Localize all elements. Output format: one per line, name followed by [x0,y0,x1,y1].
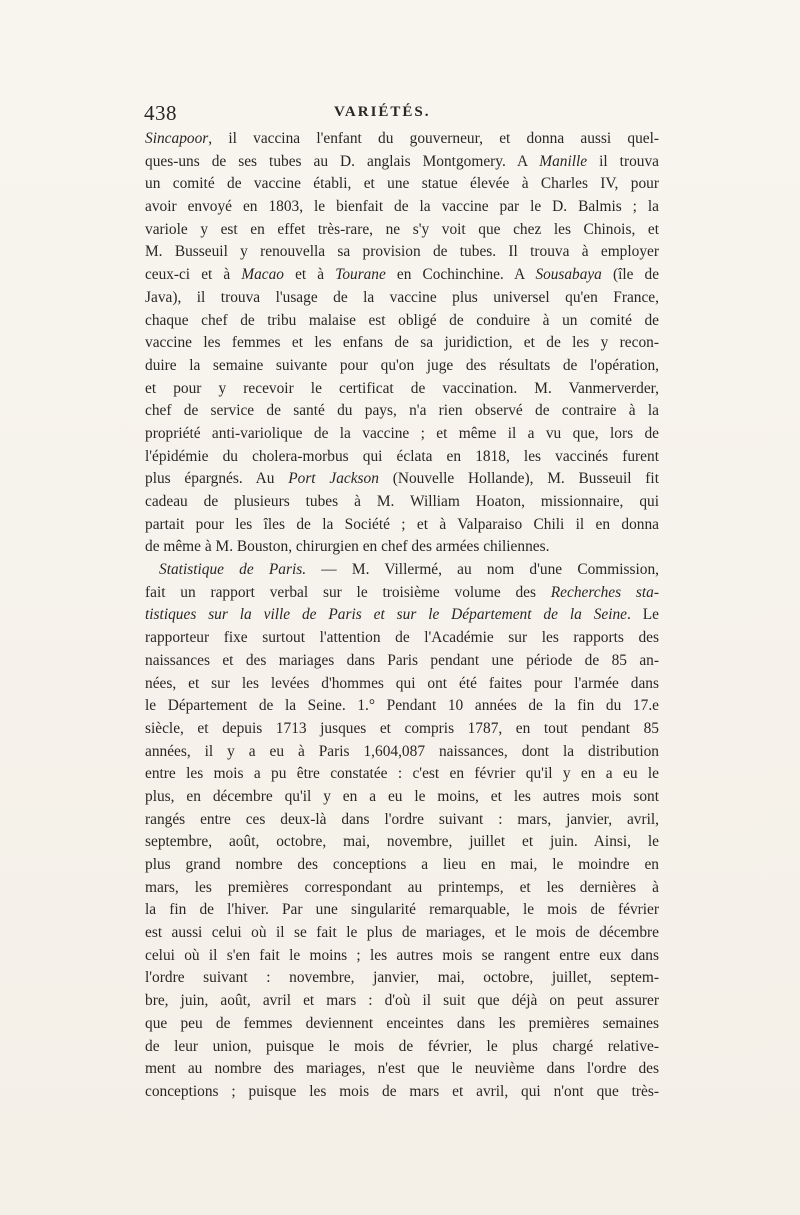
text-line [145,446,659,469]
text-segment: et pour y recevoir le certificat de vaccination. M. Vanmerverder, [145,379,659,397]
text-line [145,219,659,242]
text-line [145,695,659,718]
italic-text: Statistique de Paris. [159,561,307,579]
text-line [145,559,659,582]
text-segment: plus, en décembre qu'il y en a eu le moins, et les autres mois sont [145,787,659,805]
text-line [145,264,659,287]
text-segment: vaccine les femmes et les enfans de sa juridiction, et de les y recon- [145,334,659,352]
text-segment: années, il y a eu à Paris 1,604,087 naissances, dont la distribution [145,742,659,760]
text-segment: M. Busseuil y renouvella sa provision de tubes. Il trouva à employer [145,243,659,261]
italic-text: Macao [241,266,284,284]
text-segment: la fin de l'hiver. Par une singularité remarquable, le mois de février [145,901,659,919]
italic-text: Sincapoor [145,130,209,147]
text-segment: (île de [601,266,659,284]
text-segment: , il vaccina l'enfant du gouverneur, et donna aussi quel- [208,130,659,147]
text-line [145,809,659,832]
text-segment: nées, et sur les levées d'hommes qui ont été faites pour l'armée dans [145,674,659,692]
text-line [145,673,659,696]
text-line [145,151,659,174]
text-segment: ques-uns de ses tubes au D. anglais Montgomery. A [145,152,540,170]
text-line [145,1013,659,1036]
italic-text: Port Jackson [288,470,379,488]
text-line [145,604,659,627]
text-segment: (Nouvelle Hollande), M. Busseuil fit [378,470,659,488]
body-text [145,128,659,1104]
italic-text: Recherches sta- [550,583,659,601]
text-segment: rapporteur fixe surtout l'attention de l'Académie sur les rapports des [145,629,659,647]
text-line [145,582,659,605]
text-segment: siècle, et depuis 1713 jusques et compris 1787, en tout pendant 85 [145,719,659,737]
text-segment: de même à M. Bouston, chirurgien en chef des armées chiliennes. [145,538,550,556]
text-segment: propriété anti-variolique de la vaccine ; et même il a vu que, lors de [145,424,659,442]
text-segment: l'épidémie du cholera-morbus qui éclata en 1818, les vaccinés furent [145,447,659,465]
text-line [145,536,659,559]
text-line [145,786,659,809]
text-segment: chef de service de santé du pays, n'a rien observé de contraire à la [145,402,659,420]
text-line [145,355,659,378]
text-line [145,310,659,333]
text-segment: que peu de femmes deviennent enceintes dans les premières semaines [145,1014,659,1032]
text-line [145,922,659,945]
text-segment: — M. Villermé, au nom d'une Commission, [306,561,659,579]
text-line [145,423,659,446]
text-segment: variole y est en effet très-rare, ne s'y voit que chez les Chinois, et [145,220,659,238]
text-segment: duire la semaine suivante pour qu'on juge des résultats de l'opération, [145,356,659,374]
text-segment: entre les mois a pu être constatée : c'est en février qu'il y en a eu le [145,765,659,783]
text-segment: ceux-ci et à [145,266,242,284]
text-line [145,990,659,1013]
text-line [145,400,659,423]
running-head: VARIÉTÉS. [334,104,431,120]
text-line [145,491,659,514]
text-line [145,241,659,264]
text-line [145,831,659,854]
text-line [145,468,659,491]
text-segment: avoir envoyé en 1803, le bienfait de la vaccine par le D. Balmis ; la [145,198,659,216]
text-line [145,332,659,355]
text-segment: de leur union, puisque le mois de février, le plus chargé relative- [145,1037,659,1055]
text-segment: bre, juin, août, avril et mars : d'où il suit que déjà on peut assurer [145,992,659,1010]
text-line [145,741,659,764]
text-line [145,854,659,877]
text-segment: naissances et des mariages dans Paris pendant une période de 85 an- [145,651,659,669]
text-line [145,1081,659,1104]
text-line [145,514,659,537]
italic-text: Sousabaya [535,266,602,284]
text-segment: et à [283,266,336,284]
text-segment: est aussi celui où il se fait le plus de mariages, et le mois de décembre [145,924,659,942]
text-segment: un comité de vaccine établi, et une statue élevée à Charles IV, pour [145,175,659,193]
text-segment: l'ordre suivant : novembre, janvier, mai, octobre, juillet, septem- [145,969,659,987]
text-line [145,1058,659,1081]
italic-text: Manille [539,152,588,170]
text-line [145,877,659,900]
text-segment: plus épargnés. Au [145,470,289,488]
text-line [145,128,659,151]
text-segment: rangés entre ces deux-là dans l'ordre suivant : mars, janvier, avril, [145,810,659,828]
text-line [145,650,659,673]
text-segment: celui où il s'en fait le moins ; les autres mois se rangent entre eux dans [145,946,659,964]
text-line [145,718,659,741]
text-segment: chaque chef de tribu malaise est obligé de conduire à un comité de [145,311,659,329]
text-line [145,173,659,196]
text-line [145,967,659,990]
page-header [144,101,664,125]
italic-text: Tourane [335,266,386,284]
text-segment: cadeau de plusieurs tubes à M. William Hoaton, missionnaire, qui [145,493,659,510]
text-segment: fait un rapport verbal sur le troisième volume des [145,583,551,601]
text-line [145,627,659,650]
text-segment: plus grand nombre des conceptions a lieu en mai, le moindre en [145,856,659,873]
text-segment: en Cochinchine. A [385,266,536,284]
text-segment: Java), il trouva l'usage de la vaccine plus universel qu'en France, [145,288,659,306]
text-segment: septembre, août, octobre, mai, novembre, juillet et juin. Ainsi, le [145,833,659,851]
page-number: 438 [144,101,177,125]
text-line [145,196,659,219]
text-line [145,378,659,401]
text-line [145,945,659,968]
italic-text: tistiques sur la ville de Paris et sur le Département de la Seine [145,606,628,624]
text-segment: il trouva [587,152,659,170]
text-segment: partait pour les îles de la Société ; et à Valparaiso Chili il en donna [145,515,659,533]
text-segment: ment au nombre des mariages, n'est que le neuvième dans l'ordre des [145,1060,659,1078]
text-segment: conceptions ; puisque les mois de mars et avril, qui n'ont que très- [145,1082,659,1100]
text-line [145,763,659,786]
text-line [145,287,659,310]
text-line [145,1036,659,1059]
text-line [145,899,659,922]
text-segment: . Le [627,606,659,624]
text-segment: mars, les premières correspondant au printemps, et les dernières à [145,878,659,896]
text-segment: le Département de la Seine. 1.° Pendant 10 années de la fin du 17.e [145,697,659,715]
